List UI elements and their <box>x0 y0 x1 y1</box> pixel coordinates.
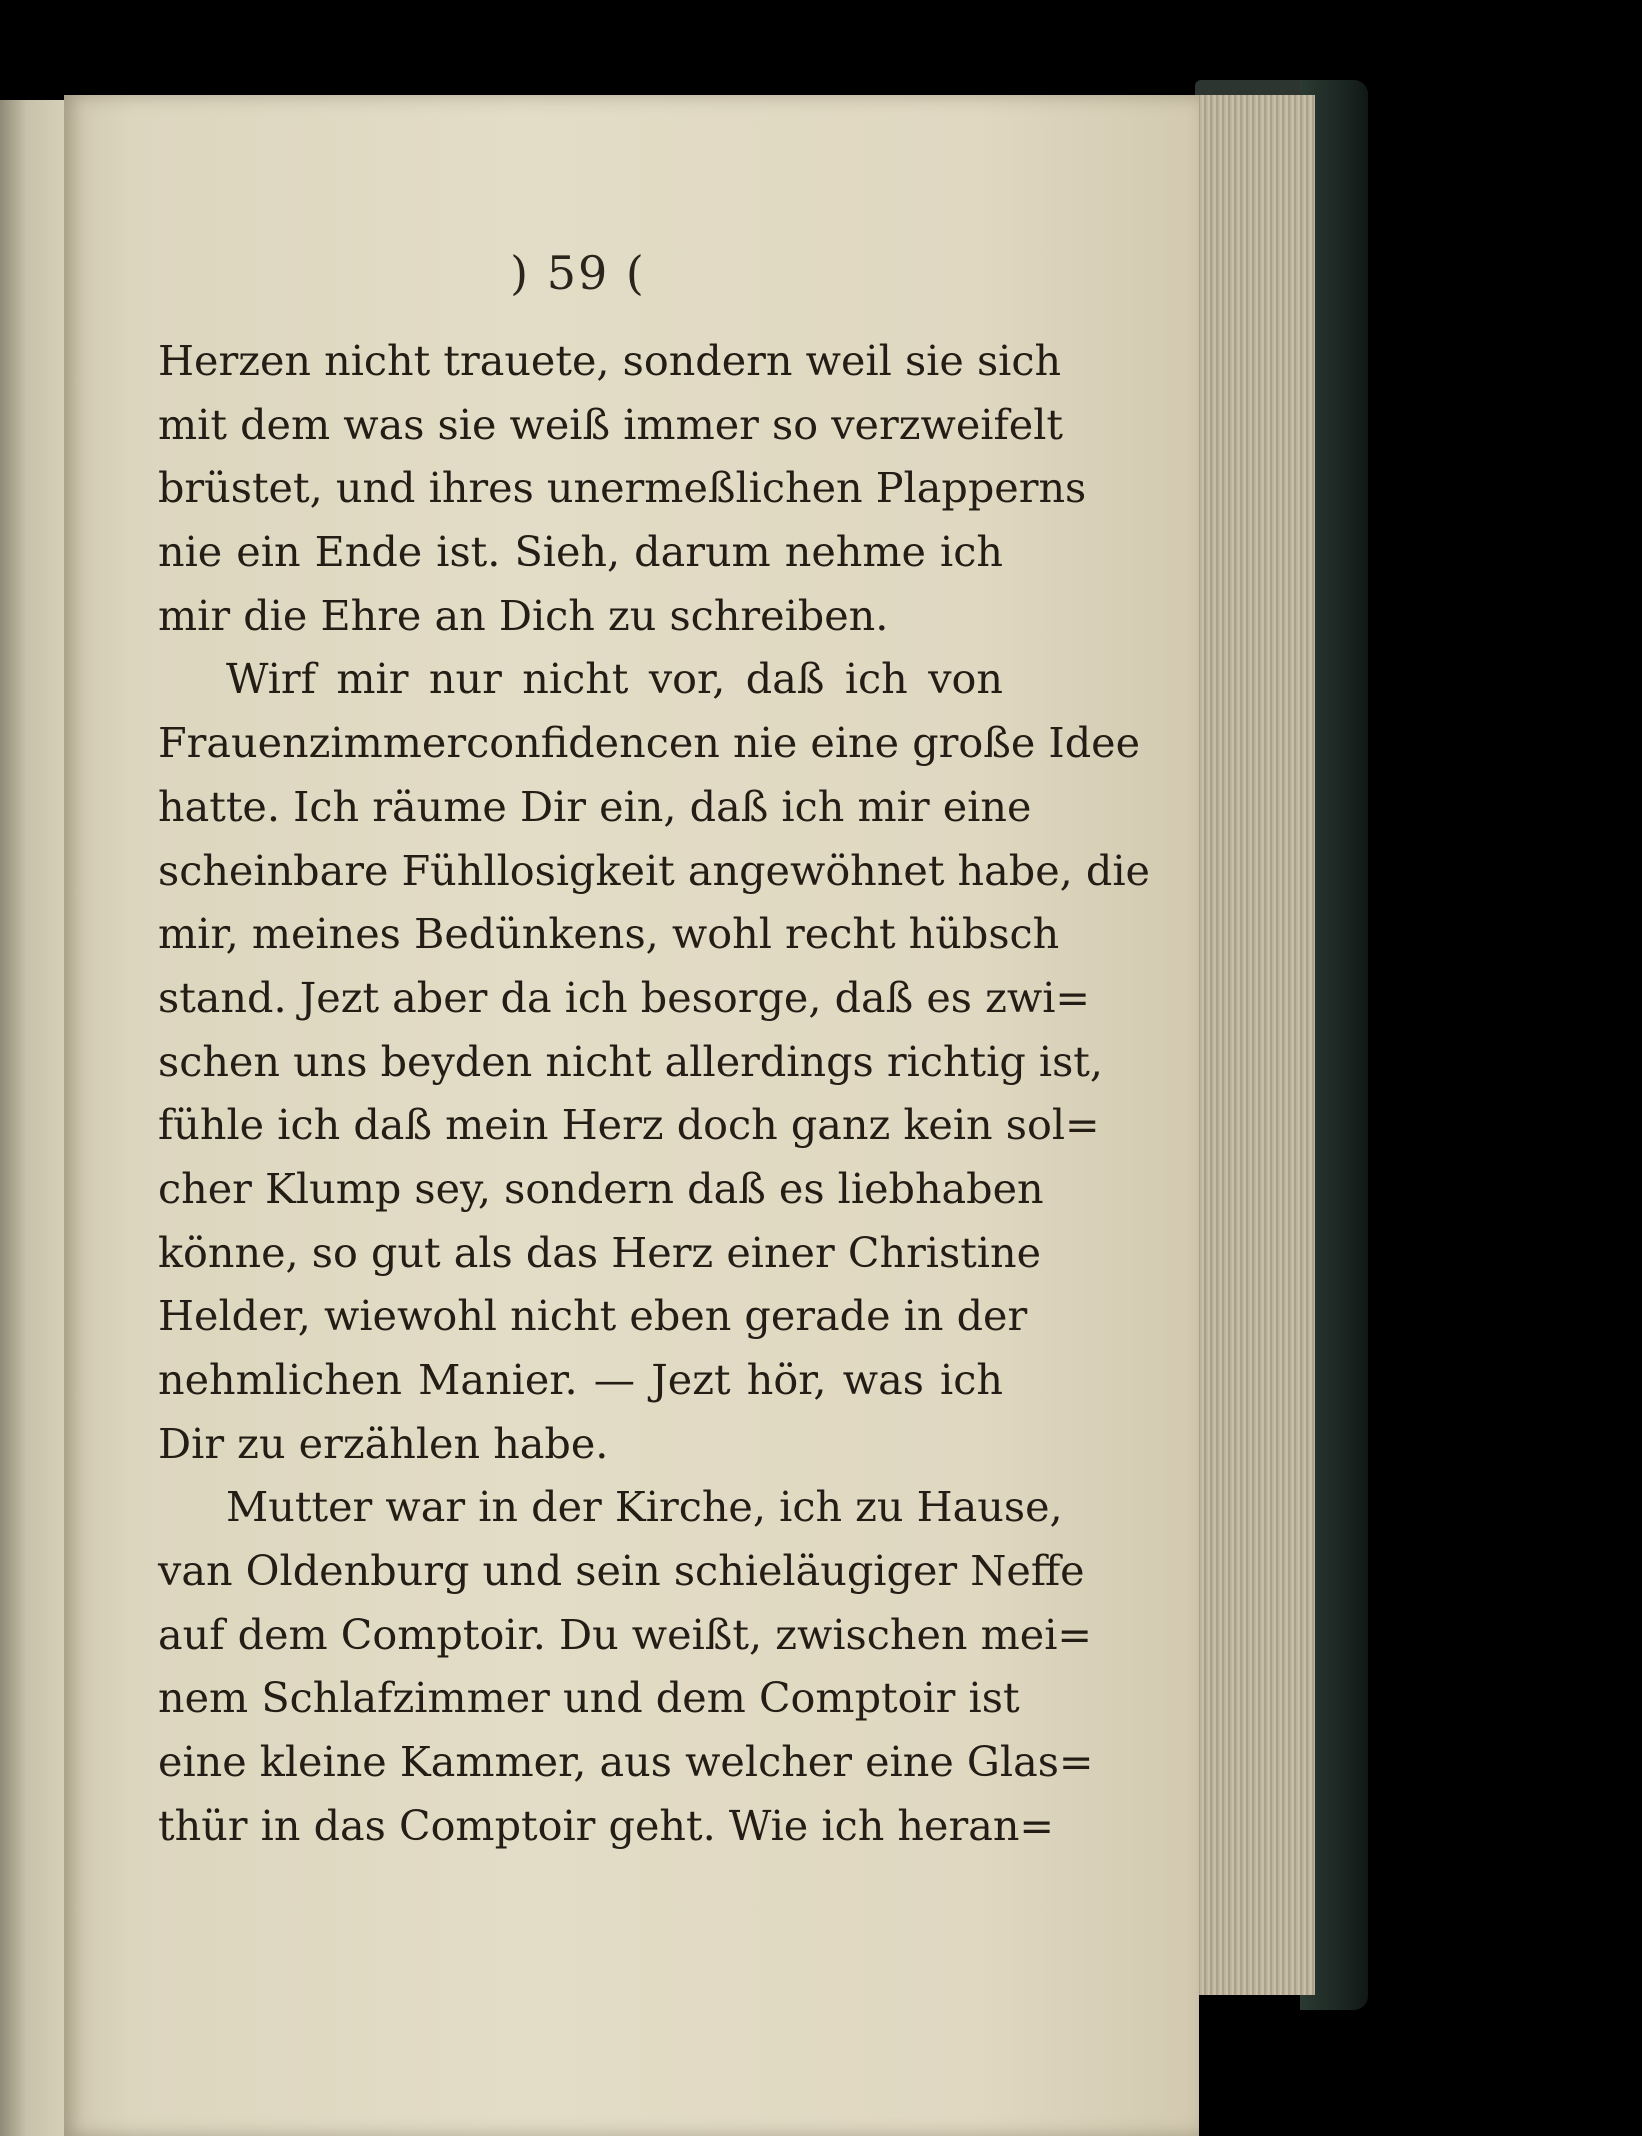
text-line: Dir zu erzählen habe. <box>158 1419 609 1468</box>
text-line: scheinbare Fühllosigkeit angewöhnet habe, die <box>158 846 1150 895</box>
text-line: Mutter war in der Kirche, ich zu Hause, <box>226 1483 1063 1532</box>
paragraph-3 <box>158 1476 1094 1858</box>
text-line: brüstet, und ihres unermeßlichen Plapperns <box>158 464 1087 513</box>
text-line: schen uns beyden nicht allerdings richtig ist, <box>158 1037 1104 1086</box>
paragraph-1 <box>158 330 1087 648</box>
text-line: hatte. Ich räume Dir ein, daß ich mir eine <box>158 782 1032 831</box>
text-line: van Oldenburg und sein schieläugiger Neffe <box>158 1547 1085 1596</box>
text-line: könne, so gut als das Herz einer Christine <box>158 1228 1042 1277</box>
text-line: auf dem Comptoir. Du weißt, zwischen mei= <box>158 1610 1093 1659</box>
text-line: nem Schlafzimmer und dem Comptoir ist <box>158 1674 1020 1723</box>
text-line: nehmlichen Manier. — Jezt hör, was ich <box>158 1356 1003 1404</box>
text-line: Herzen nicht trauete, sondern weil sie sich <box>158 337 1062 385</box>
page-block-edge <box>1195 95 1315 1995</box>
text-line: mit dem was sie weiß immer so verzweifelt <box>158 400 1064 449</box>
text-line: mir, meines Bedünkens, wohl recht hübsch <box>158 910 1060 959</box>
text-line: eine kleine Kammer, aus welcher eine Glas= <box>158 1738 1094 1787</box>
facing-page-edge <box>0 100 68 2136</box>
text-line: stand. Jezt aber da ich besorge, daß es zwi= <box>158 973 1091 1022</box>
text-line: cher Klump sey, sondern daß es liebhaben <box>158 1164 1044 1213</box>
page-text <box>158 330 1150 1859</box>
text-line: Frauenzimmerconfidencen nie eine große Idee <box>158 719 1141 768</box>
text-line: fühle ich daß mein Herz doch ganz kein sol= <box>158 1101 1100 1150</box>
page-number: ) 59 ( <box>510 246 646 300</box>
text-line: thür in das Comptoir geht. Wie ich heran= <box>158 1801 1055 1850</box>
text-line: mir die Ehre an Dich zu schreiben. <box>158 591 889 640</box>
text-line: Helder, wiewohl nicht eben gerade in der <box>158 1292 1028 1341</box>
text-line: Wirf mir nur nicht vor, daß ich von <box>226 655 1003 704</box>
text-line: nie ein Ende ist. Sieh, darum nehme ich <box>158 528 1003 577</box>
paragraph-2 <box>158 648 1150 1476</box>
